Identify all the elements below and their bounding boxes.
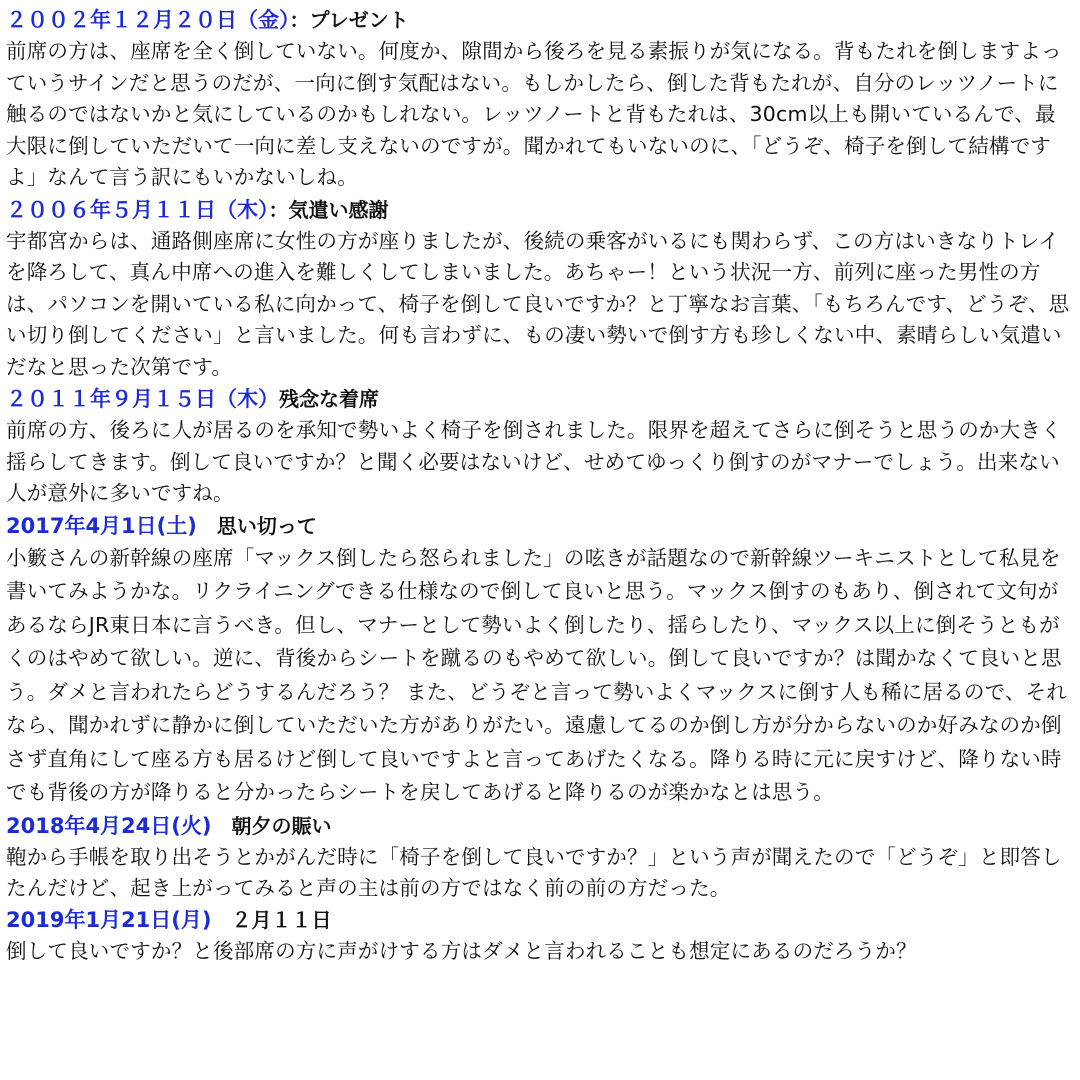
entry-body: 小籔さんの新幹線の座席「マックス倒したら怒られました」の呟きが話題なので新幹線ツーキニストとして私見を書いてみようかな。リクライニングできる仕様なので倒して良いと思う。マックス倒すのもあり、倒されて文句があるならJR東日本に言うべき。但し、マナーとして勢いよく倒したり、揺らしたり、マックス以上に倒そうともがくのはやめて欲しい。逆に、背後からシートを蹴るのもやめて欲しい。倒して良いですか？は聞かなくて良いと思う。ダメと言われたらどうするんだろう？ また、どうぞと言って勢いよくマックスに倒す人も稀に居るので、それなら、聞かれずに静かに倒していただいた方がありがたい。遠慮してるのか倒し方が分からないのか好みなのか倒さず直角にして座る方も居るけど倒して良いですよと言ってあげたくなる。降りる時に元に戻すけど、降りない時でも背後の方が降りると分かったらシートを戻してあげると降りるのが楽かなとは思う。 bbox=[6, 545, 1067, 804]
diary-entry bbox=[6, 383, 1074, 510]
entry-title: ：気遣い感謝 bbox=[268, 197, 389, 222]
entry-header bbox=[6, 383, 1074, 415]
diary-entry bbox=[6, 904, 1074, 967]
entry-date: 2018年4月24日(火) bbox=[6, 813, 212, 838]
entry-body: 鞄から手帳を取り出そうとかがんだ時に「椅子を倒して良いですか？」という声が聞えたので「どうぞ」と即答したんだけど、起き上がってみると声の主は前の方ではなく前の前の方だった。 bbox=[6, 844, 1062, 900]
entry-date: 2019年1月21日(月) bbox=[6, 907, 212, 932]
diary-entry bbox=[6, 4, 1074, 194]
diary-entry bbox=[6, 510, 1074, 810]
entry-header bbox=[6, 904, 1074, 936]
entry-header bbox=[6, 810, 1074, 842]
entry-title: ２月１１日 bbox=[211, 907, 332, 932]
entry-title: 朝夕の賑い bbox=[211, 813, 332, 838]
diary-entry bbox=[6, 194, 1074, 384]
entry-body: 前席の方は、座席を全く倒していない。何度か、隙間から後ろを見る素振りが気になる。背もたれを倒しますよっていうサインだと思うのだが、一向に倒す気配はない。もしかしたら、倒した背もたれが、自分のレッツノートに触るのではないかと気にしているのかもしれない。レッツノートと背もたれは、30cm以上も開いているんで、最大限に倒していただいて一向に差し支えないのですが。聞かれてもいないのに、「どうぞ、椅子を倒して結構ですよ」なんて言う訳にもいかないしね。 bbox=[6, 39, 1062, 189]
entry-body: 倒して良いですか？と後部席の方に声がけする方はダメと言われることも想定にあるのだろうか？ bbox=[6, 938, 917, 963]
entry-title: 残念な着席 bbox=[279, 387, 379, 411]
entry-body: 前席の方、後ろに人が居るのを承知で勢いよく椅子を倒されました。限界を超えてさらに倒そうと思うのか大きく揺らしてきます。倒して良いですか？と聞く必要はないけど、せめてゆっくり倒すのがマナーでしょう。出来ない人が意外に多いですね。 bbox=[6, 418, 1062, 505]
entry-body: 宇都宮からは、通路側座席に女性の方が座りましたが、後続の乗客がいるにも関わらず、この方はいきなりトレイを降ろして、真ん中席への進入を難しくしてしまいました。あちゃー！という状況一方、前列に座った男性の方は、パソコンを開いている私に向かって、椅子を倒して良いですか？と丁寧なお言葉、「もちろんです、どうぞ、思い切り倒してください」と言いました。何も言わずに、もの凄い勢いで倒す方も珍しくない中、素晴らしい気遣いだなと思った次第です。 bbox=[6, 228, 1070, 379]
entry-header bbox=[6, 510, 1074, 542]
entry-date: ２０１１年９月１５日（木） bbox=[6, 387, 279, 411]
entry-title: ：プレゼント bbox=[289, 8, 409, 32]
diary-entry bbox=[6, 810, 1074, 904]
entry-date: ２００６年５月１１日（木） bbox=[6, 197, 269, 222]
entry-title: 思い切って bbox=[196, 513, 317, 538]
entry-header bbox=[6, 194, 1074, 226]
entry-date: ２００２年１２月２０日（金） bbox=[6, 8, 290, 32]
entry-date: 2017年4月1日(土) bbox=[6, 513, 197, 538]
entry-header bbox=[6, 4, 1074, 36]
